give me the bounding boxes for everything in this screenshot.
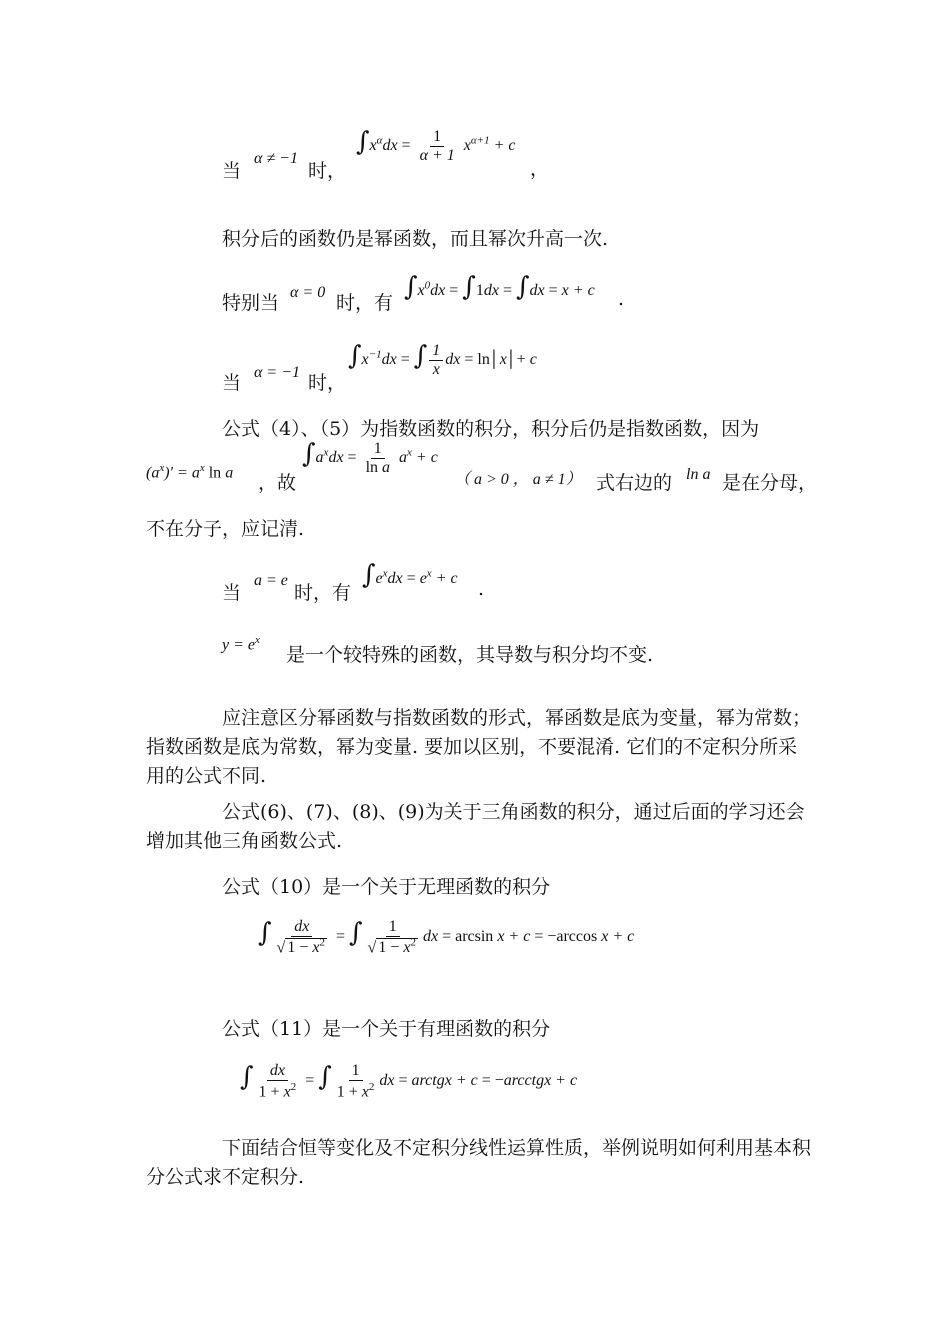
text-formula-11: 公式（11）是一个关于有理函数的积分 xyxy=(222,1018,551,1040)
condition-a-positive: （ a > 0 ， a ≠ 1） xyxy=(454,471,582,488)
text-dang-1: 当 xyxy=(222,160,242,182)
text-formula-4-5: 公式（4）、（5）为指数函数的积分，积分后仍是指数函数，因为 xyxy=(222,418,760,440)
formula-reciprocal-integral: $\int x^{-1}dx$ = ∫ $\frac{1}{x}$ dx = ln│x│+ c xyxy=(348,340,537,378)
text-shi-2: 时， xyxy=(308,372,347,394)
text-formula-10: 公式（10）是一个关于无理函数的积分 xyxy=(222,876,551,898)
text-right-side: 式右边的 xyxy=(596,472,673,494)
text-period-3: . xyxy=(618,288,625,310)
formula-ax-derivative: $(a^x)' = a^x$ ln a xyxy=(146,462,234,482)
text-ln-a: ln a xyxy=(686,466,711,483)
condition-alpha-neq: α ≠ −1 xyxy=(254,150,298,167)
paragraph-examples: 下面结合恒等变化及不定积分线性运算性质，举例说明如何利用基本积分公式求不定积分. xyxy=(146,1137,812,1188)
text-not-numerator: 不在分子，应记清. xyxy=(146,518,305,540)
formula-ex-integral: $\int e^xdx = e^x + c$ xyxy=(362,560,458,590)
text-dang-3: 当 xyxy=(222,582,242,604)
line-exponential-integral xyxy=(146,438,818,494)
text-power-remains: 积分后的函数仍是幂函数，而且幂次升高一次. xyxy=(222,228,609,250)
condition-alpha-zero: α = 0 xyxy=(290,284,326,301)
condition-alpha-minus-one: α = −1 xyxy=(254,364,300,381)
formula-rational-integral: ∫ $\frac{dx}{1 + x^2}$ = ∫ $\frac{1}{1 + x^2}$ dx = arctgx + c = −arcctgx + c xyxy=(240,1061,578,1100)
condition-a-e: a = e xyxy=(254,572,288,589)
text-shi-you: 时，有 xyxy=(336,292,394,314)
text-shi-1: 时， xyxy=(308,160,347,182)
text-comma-1: ， xyxy=(530,158,550,180)
formula-power-integral: $\int x^\alpha dx$ = $\frac{1}{\alpha + 1}$ $x^{\alpha+1} + c$ xyxy=(356,126,516,164)
text-shi-you-2: 时，有 xyxy=(294,582,352,604)
text-special-when: 特别当 xyxy=(222,292,280,314)
formula-x0-integral: $\int x^0dx = \int 1dx = \int dx = x + c$ xyxy=(404,272,595,302)
formula-y-ex: $y = e^x$ xyxy=(222,634,260,654)
text-period-8: . xyxy=(478,578,485,600)
text-dang-2: 当 xyxy=(222,372,242,394)
text-gu: ，故 xyxy=(258,472,297,494)
formula-ax-integral: $\int a^xdx$ = $\frac{1}{\text{ln a}}$ $a^x + c$ xyxy=(302,438,438,476)
formula-irrational-integral: ∫ $\frac{dx}{√ 1 - x^2}$ = ∫ $\frac{1}{√ 1 - x^2}$ dx = arcsin x + c = −arccos x + c xyxy=(258,917,635,956)
text-special-function: 是一个较特殊的函数，其导数与积分均不变. xyxy=(286,644,654,666)
paragraph-distinguish: 应注意区分幂函数与指数函数的形式，幂函数是底为变量，幂为常数；指数函数是底为常数，幂为变量. 要加以区别，不要混淆. 它们的不定积分所采用的公式不同. xyxy=(146,707,812,787)
paragraph-trig: 公式(6)、(7)、(8)、(9)为关于三角函数的积分，通过后面的学习还会增加其他三角函数公式. xyxy=(146,801,805,852)
text-in-denominator: 是在分母， xyxy=(722,472,818,494)
